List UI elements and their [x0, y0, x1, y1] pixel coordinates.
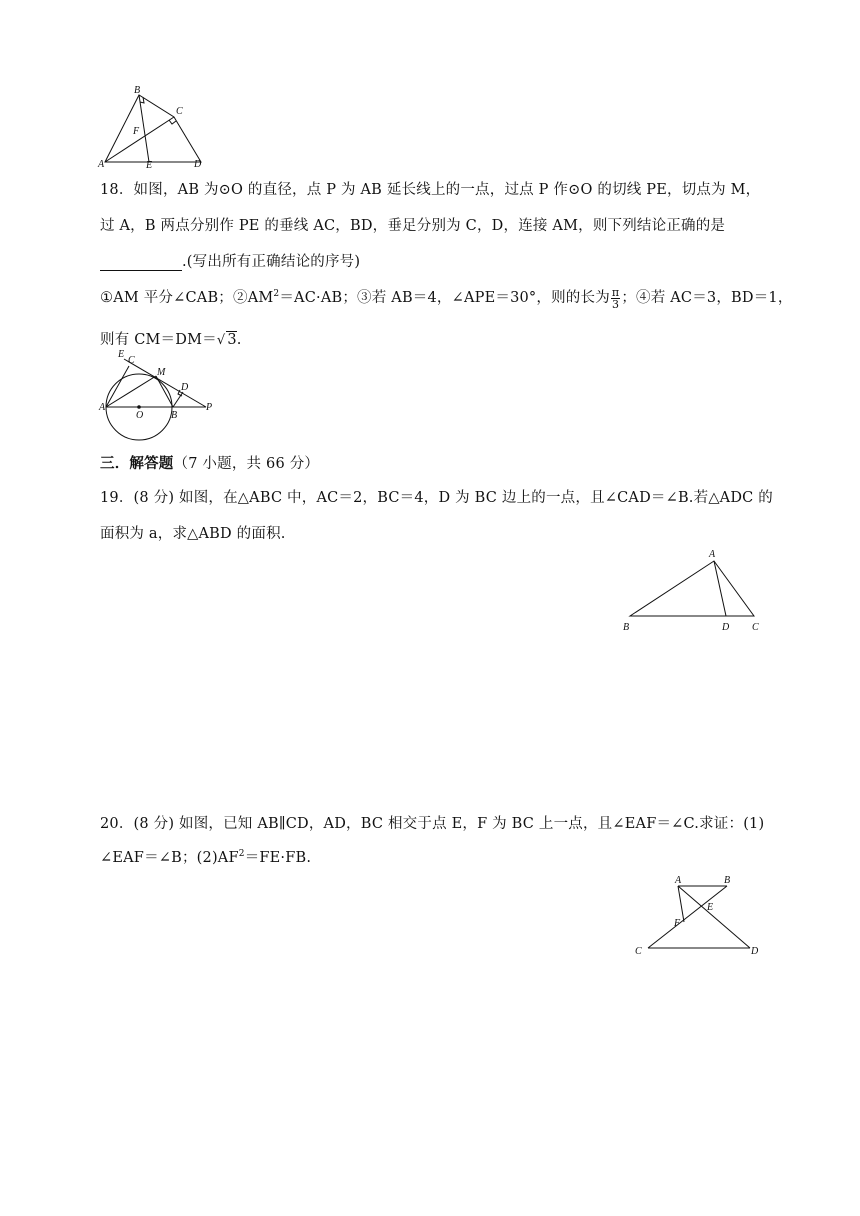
fig18-label-o: O	[136, 410, 144, 421]
fig18-label-m: M	[157, 367, 166, 378]
sqrt-symbol: √	[216, 333, 226, 348]
fig17-label-b: B	[134, 85, 141, 96]
fig17-quadrilateral	[105, 95, 201, 162]
fig17-label-d: D	[194, 159, 202, 170]
fig20-label-e: E	[707, 902, 714, 913]
fig17-segment-be	[139, 95, 149, 162]
fig18-segment-mb	[156, 376, 173, 407]
section-3-note: （7 小题，共 66 分）	[173, 456, 320, 472]
fig17-label-e: E	[146, 160, 153, 170]
q18-instruction: .(写出所有正确结论的序号)	[182, 254, 361, 270]
q18-fraction-den: 3	[612, 297, 620, 311]
q20-line-2	[100, 846, 311, 867]
q18-fraction-pi-3	[611, 287, 620, 310]
fig18-label-b: B	[171, 410, 178, 421]
fig18-label-e: E	[118, 349, 125, 360]
fig19-label-b: B	[623, 622, 630, 633]
figure-20	[630, 870, 770, 962]
fig17-label-a: A	[98, 159, 105, 170]
fig20-segment-ad	[678, 886, 750, 948]
fig19-triangle-abc	[630, 561, 754, 616]
fig20-label-a: A	[675, 875, 682, 886]
fig20-segment-af	[678, 886, 684, 922]
q18-conclusion: 则有 CM＝DM＝	[100, 332, 217, 348]
q18-period: .	[236, 332, 242, 348]
q18-statement-4: ；④若 AC＝3，BD＝1，	[621, 290, 793, 306]
q18-arc-length-text: 的长为	[565, 290, 610, 306]
figure-17	[96, 84, 208, 170]
fig19-label-c: C	[752, 622, 759, 633]
q20-part-2: ＝FE·FB.	[244, 850, 312, 866]
q18-superscript: 2	[273, 289, 280, 300]
q20-line-1: 20．(8 分) 如图，已知 AB∥CD，AD，BC 相交于点 E，F 为 BC 上一点，且∠EAF＝∠C.求证：(1)	[100, 816, 765, 832]
fig20-segment-bc	[648, 886, 727, 948]
q20-part-1: ∠EAF＝∠B；(2)AF	[100, 850, 239, 866]
q20-superscript: 2	[238, 849, 245, 860]
fig18-label-d: D	[181, 382, 189, 393]
q18-sqrt-radicand: 3	[227, 332, 237, 348]
q18-line-4	[100, 286, 793, 310]
q18-line-3	[100, 250, 360, 271]
fig18-label-p: P	[206, 402, 213, 413]
fig20-label-c: C	[635, 946, 642, 957]
q19-line-1: 19．(8 分) 如图，在△ABC 中，AC＝2，BC＝4，D 为 BC 边上的一点，且∠CAD＝∠B.若△ADC 的	[100, 490, 773, 506]
fig20-label-b: B	[724, 875, 731, 886]
q18-line-5	[100, 328, 242, 349]
fig19-label-a: A	[709, 549, 716, 560]
fig18-segment-am	[106, 376, 156, 407]
fig20-label-d: D	[751, 946, 759, 957]
answer-blank[interactable]	[100, 256, 182, 271]
fig17-segment-ac	[105, 117, 174, 162]
fig17-label-c: C	[176, 106, 183, 117]
fig18-label-a: A	[99, 402, 106, 413]
figure-18	[96, 348, 220, 444]
q18-line-2: 过 A，B 两点分别作 PE 的垂线 AC，BD，垂足分别为 C，D，连接 AM，则下列结论正确的是	[100, 218, 726, 234]
fig17-label-f: F	[133, 126, 140, 137]
fig18-center-dot	[137, 405, 141, 409]
fig17-right-angle-c	[169, 120, 176, 124]
figure-19	[620, 544, 768, 636]
q18-line-1: 18．如图，AB 为⊙O 的直径，点 P 为 AB 延长线上的一点，过点 P 作⊙O 的切线 PE，切点为 M，	[100, 182, 761, 198]
fig20-label-f: F	[674, 918, 681, 929]
q19-line-2: 面积为 a，求△ABD 的面积.	[100, 526, 286, 542]
fig18-label-c: C	[128, 355, 135, 366]
fig18-perp-ac	[106, 366, 129, 407]
section-3-heading	[100, 452, 319, 473]
fig17-right-angle-b	[140, 97, 144, 103]
q18-fraction-num: π	[611, 285, 620, 299]
fig19-label-d: D	[722, 622, 730, 633]
q18-statement-1: ①AM 平分∠CAB；②AM	[100, 290, 274, 306]
q18-statement-2-3: ＝AC·AB；③若 AB＝4，∠APE＝30°，则	[279, 290, 566, 306]
section-3-title: 三．解答题	[100, 455, 174, 472]
